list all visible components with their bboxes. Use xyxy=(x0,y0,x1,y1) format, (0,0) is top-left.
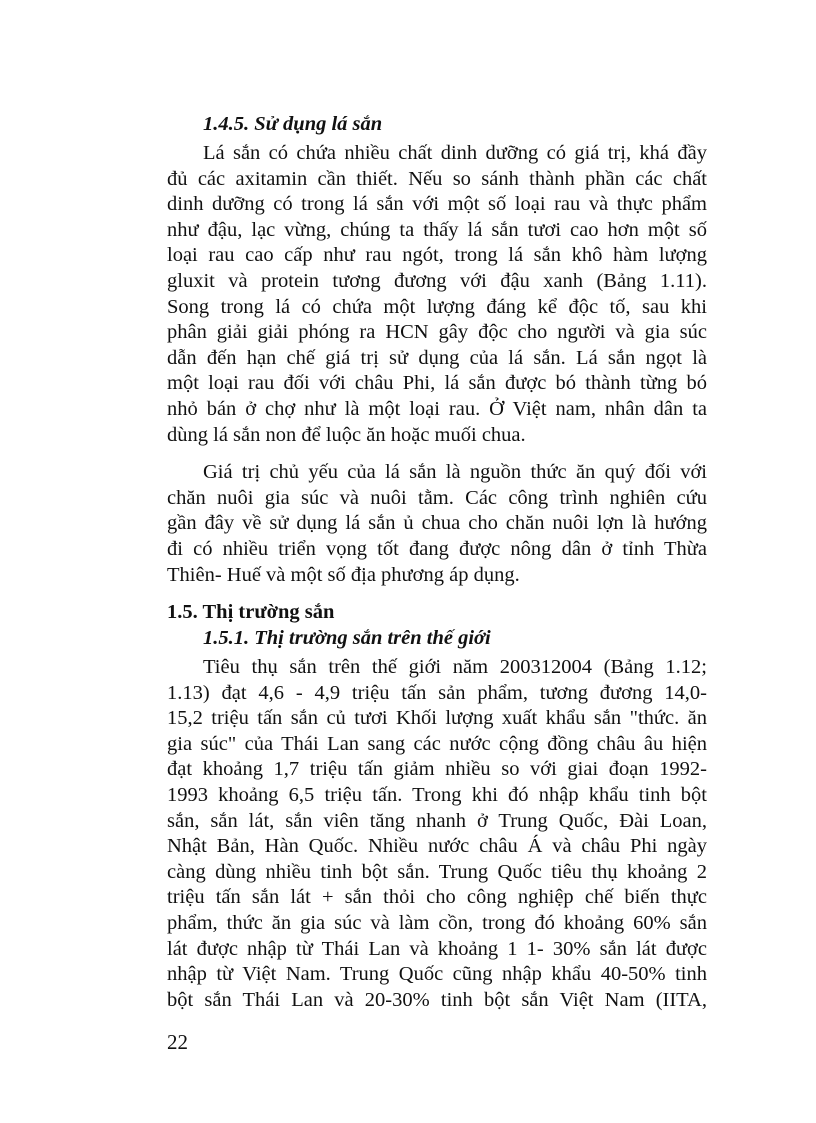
text-line: Tiêu thụ sắn trên thế giới năm 200312004 (Bảng 1.12; xyxy=(203,656,707,679)
text-line: dẫn đến hạn chế giá trị sử dụng của lá sắn. Lá sắn ngọt là xyxy=(167,346,707,369)
text-line: nhập từ Việt Nam. Trung Quốc cũng nhập khẩu 40-50% tinh xyxy=(167,963,707,986)
paragraph-leaf-value xyxy=(167,460,707,588)
section-heading-1-5: 1.5. Thị trường sắn xyxy=(167,601,335,624)
text-line: Song trong lá có chứa một lượng đáng kể độc tố, sau khi xyxy=(167,295,707,318)
text-line: 15,2 triệu tấn sắn củ tươi Khối lượng xuất khẩu sắn "thức. ăn xyxy=(167,707,707,730)
page-body xyxy=(167,112,707,1013)
text-line: Lá sắn có chứa nhiều chất dinh dưỡng có giá trị, khá đầy xyxy=(203,142,707,164)
text-line: càng dùng nhiều tinh bột sắn. Trung Quốc tiêu thụ khoảng 2 xyxy=(167,860,707,883)
text-line: phân giải giải phóng ra HCN gây độc cho người và gia súc xyxy=(167,321,707,344)
text-line: bột sắn Thái Lan và 20-30% tinh bột sắn Việt Nam (IITA, xyxy=(167,988,707,1011)
text-line: 1993 khoảng 6,5 triệu tấn. Trong khi đó nhập khẩu tinh bột xyxy=(167,784,707,807)
text-line: đủ các axitamin cần thiết. Nếu so sánh thành phần các chất xyxy=(167,167,707,190)
text-line: Giá trị chủ yếu của lá sắn là nguồn thức ăn quý đối với xyxy=(203,461,707,484)
text-line: gần đây về sử dụng lá sắn ủ chua cho chăn nuôi lợn là hướng xyxy=(167,512,707,535)
text-line: chăn nuôi gia súc và nuôi tằm. Các công trình nghiên cứu xyxy=(167,486,707,509)
paragraph-leaf-nutrition xyxy=(167,141,707,448)
section-heading-1-5-1: 1.5.1. Thị trường sắn trên thế giới xyxy=(203,627,491,650)
section-heading-1-4-5: 1.4.5. Sử dụng lá sắn xyxy=(203,113,383,135)
text-line: Thiên- Huế và một số địa phương áp dụng. xyxy=(167,563,520,586)
page-number: 22 xyxy=(167,1030,188,1054)
text-line: loại rau cao cấp như rau ngót, trong lá sắn khô hàm lượng xyxy=(167,244,707,267)
text-line: phẩm, thức ăn gia súc và làm cồn, trong đó khoảng 60% sắn xyxy=(167,912,707,935)
text-line: dùng lá sắn non để luộc ăn hoặc muối chua. xyxy=(167,423,526,446)
text-line: đi có nhiều triển vọng tốt đang được nông dân ở tỉnh Thừa xyxy=(167,537,707,560)
text-line: Nhật Bản, Hàn Quốc. Nhiều nước châu Á và châu Phi ngày xyxy=(167,835,707,858)
text-line: sắn, sắn lát, sắn viên tăng nhanh ở Trung Quốc, Đài Loan, xyxy=(167,809,707,832)
text-line: một loại rau đối với châu Phi, lá sắn được bó thành từng bó xyxy=(167,372,707,395)
text-line: 1.13) đạt 4,6 - 4,9 triệu tấn sản phẩm, tương đương 14,0- xyxy=(167,681,707,704)
text-line: gluxit và protein tương đương với đậu xanh (Bảng 1.11). xyxy=(167,269,707,292)
paragraph-world-market xyxy=(167,655,707,1013)
text-line: gia súc" của Thái Lan sang các nước cộng đồng châu âu hiện xyxy=(167,732,707,755)
text-line: nhỏ bán ở chợ như là một loại rau. Ở Việt nam, nhân dân ta xyxy=(167,397,707,420)
text-line: như đậu, lạc vừng, chúng ta thấy lá sắn tươi cao hơn một số xyxy=(167,218,707,241)
text-line: đạt khoảng 1,7 triệu tấn giảm nhiều so với giai đoạn 1992- xyxy=(167,758,707,781)
text-line: lát được nhập từ Thái Lan và khoảng 1 1- 30% sắn lát được xyxy=(167,937,707,960)
text-line: triệu tấn sắn lát + sắn thỏi cho công nghiệp chế biến thực xyxy=(167,886,707,909)
text-line: dinh dưỡng có trong lá sắn với một số loại rau và thực phẩm xyxy=(167,193,707,216)
